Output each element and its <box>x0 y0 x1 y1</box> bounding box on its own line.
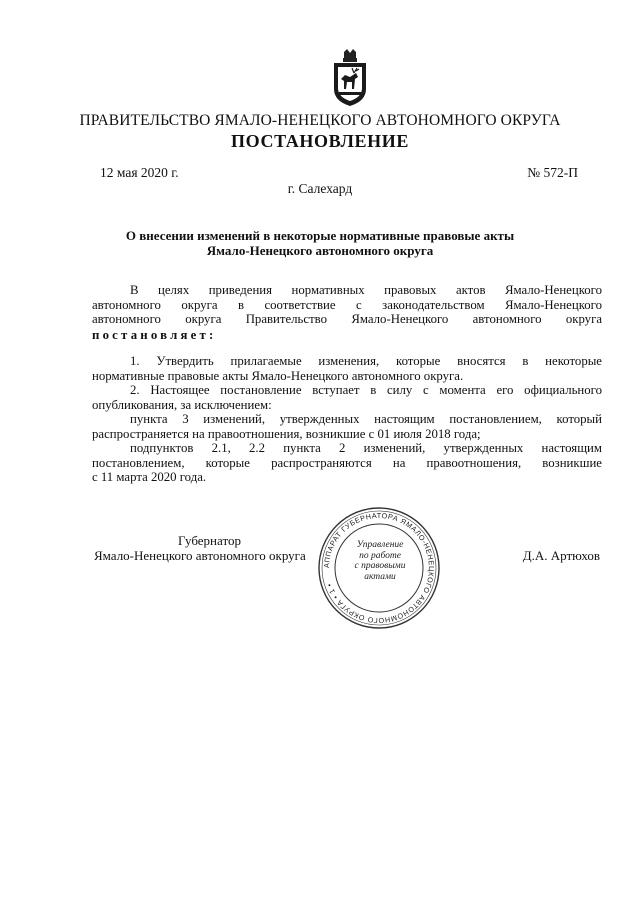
document-type: ПОСТАНОВЛЕНИЕ <box>231 131 409 151</box>
item-line: нормативные правовые акты Ямало-Ненецкого автономного округа. <box>92 368 464 383</box>
item-line: распространяется на правоотношения, возникшие с 01 июля 2018 года; <box>92 426 481 441</box>
stamp-ring-text: АППАРАТ ГУБЕРНАТОРА ЯМАЛО-НЕНЕЦКОГО АВТОНОМНОГО ОКРУГА • 1 • <box>321 510 437 626</box>
stamp-line: по работе <box>359 550 401 561</box>
stamp-center-text <box>340 540 420 582</box>
document-title-line: О внесении изменений в некоторые нормативные правовые акты <box>125 228 515 243</box>
preamble-line: автономного округа в соответствие с законодательством Ямало-Ненецкого <box>92 297 602 312</box>
signer-position-region: Ямало-Ненецкого автономного округа <box>94 548 306 563</box>
preamble-line: В целях приведения нормативных правовых актов Ямало-Ненецкого <box>130 283 602 297</box>
item-line: подпунктов 2.1, 2.2 пункта 2 изменений, утвержденных настоящим <box>130 441 602 455</box>
item-line: с 11 марта 2020 года. <box>92 470 207 484</box>
item-line: постановлением, которые распространяются на правоотношения, возникшие <box>92 455 602 470</box>
document-date: 12 мая 2020 г. <box>100 165 179 180</box>
stamp-line: актами <box>364 571 396 582</box>
document-title-line: Ямало-Ненецкого автономного округа <box>206 243 434 258</box>
document-city: г. Салехард <box>287 181 353 196</box>
signer-position: Губернатор <box>178 533 241 548</box>
document-title <box>0 228 640 258</box>
document-number: № 572-П <box>527 165 578 180</box>
item-line: 2. Настоящее постановление вступает в силу с момента его официального <box>130 383 602 397</box>
item-line: 1. Утвердить прилагаемые изменения, которые вносятся в некоторые <box>130 354 602 368</box>
stamp-line: Управление <box>356 540 404 550</box>
organization-name: ПРАВИТЕЛЬСТВО ЯМАЛО-НЕНЕЦКОГО АВТОНОМНОГО ОКРУГА <box>79 112 561 129</box>
item-line: опубликования, за исключением: <box>92 397 272 412</box>
coat-of-arms-icon <box>330 49 370 107</box>
preamble <box>92 283 602 327</box>
stamp-line: с правовыми <box>354 561 406 571</box>
item-line: пункта 3 изменений, утвержденных настоящим постановлением, который <box>130 412 602 426</box>
resolves-word: постановляет: <box>92 328 217 342</box>
preamble-line: автономного округа Правительство Ямало-Ненецкого автономного округа <box>92 312 602 326</box>
resolution-items <box>92 354 602 485</box>
signer-name: Д.А. Артюхов <box>522 548 600 563</box>
